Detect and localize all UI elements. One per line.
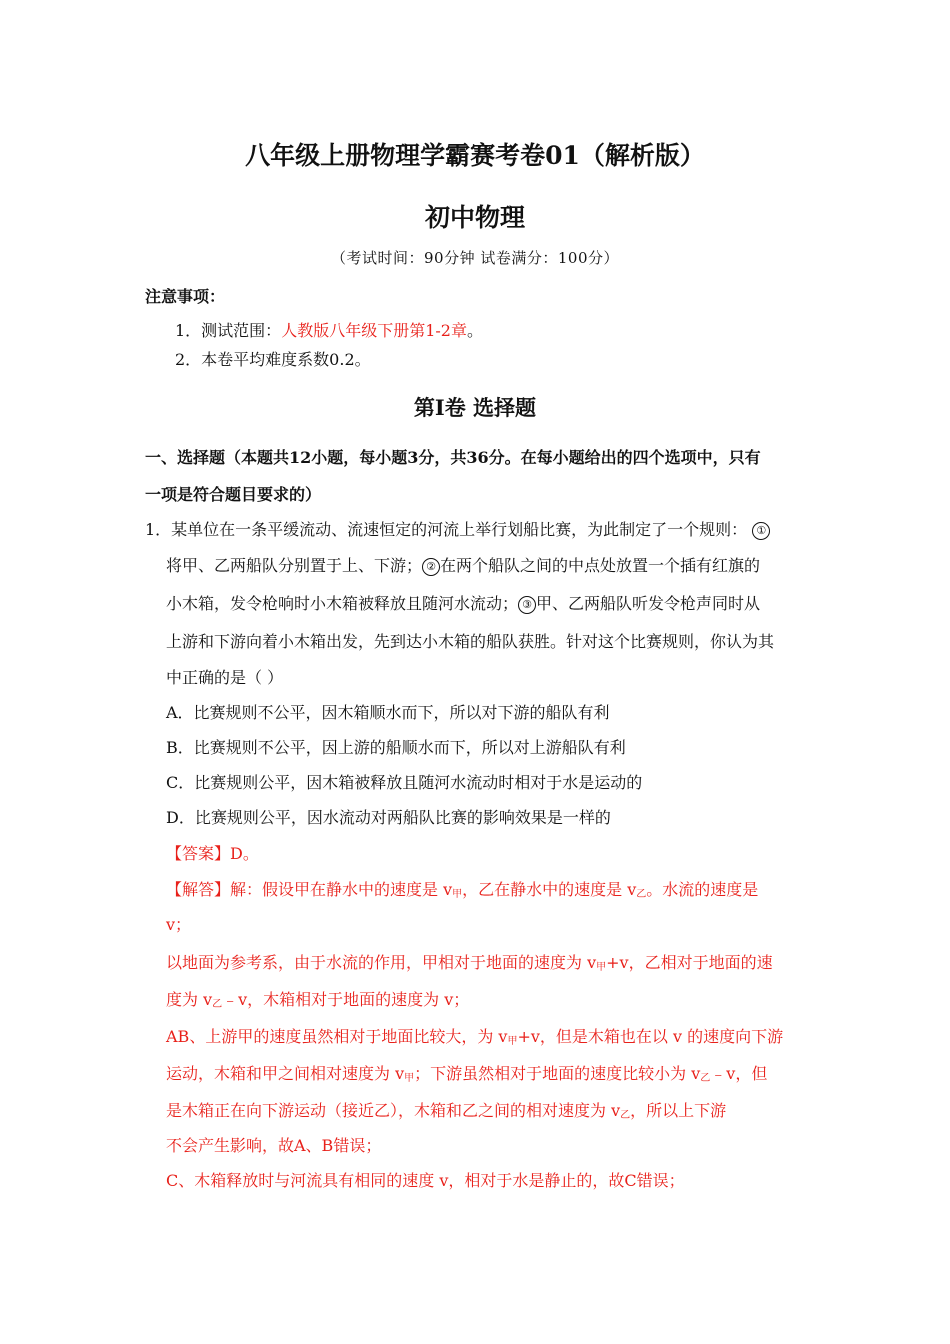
analysis-line-5: AB、上游甲的速度虽然相对于地面比较大，为 $v_甲+v$，但是木箱也在以 v 的速度向下游 [166, 1027, 784, 1047]
analysis-line-4: 度为 $v_乙﹣v$，木箱相对于地面的速度为 v； [166, 990, 470, 1010]
analysis-line-9: C、木箱释放时与河流具有相同的速度 v，相对于水是静止的，故C错误； [166, 1171, 685, 1190]
circled-number-2: ② [422, 558, 440, 576]
analysis-line-8: 不会产生影响，故A、B错误； [166, 1136, 382, 1155]
circled-number-3: ③ [518, 596, 536, 614]
analysis-line-7: 是木箱正在向下游运动（接近乙），木箱和乙之间的相对速度为 $v_乙$，所以上下游 [166, 1101, 727, 1121]
question-1-line-4: 上游和下游向着小木箱出发，先到达小木箱的船队获胜。针对这个比赛规则，你认为其 [166, 632, 775, 651]
question-1-text-1: 1．某单位在一条平缓流动、流速恒定的河流上举行划船比赛，为此制定了一个规则： [145, 520, 748, 539]
notice-item-2: 2．本卷平均难度系数0.2。 [175, 350, 371, 369]
question-1-line-2 [166, 553, 760, 576]
option-c: C．比赛规则公平，因木箱被释放且随河水流动时相对于水是运动的 [166, 773, 643, 792]
part-heading-line-2: 一项是符合题目要求的） [145, 485, 322, 504]
question-1-line-1 [145, 517, 770, 540]
question-1-text-3a: 小木箱，发令枪响时小木箱被释放且随河水流动； [166, 594, 519, 613]
option-d: D．比赛规则公平，因水流动对两船队比赛的影响效果是一样的 [166, 808, 611, 827]
analysis-line-2: v； [166, 915, 192, 934]
subject-heading: 初中物理 [424, 203, 525, 232]
notice-item-1-scope: 人教版八年级下册第1-2章 [281, 321, 467, 340]
option-a: A．比赛规则不公平，因木箱顺水而下，所以对下游的船队有利 [166, 703, 610, 722]
analysis-line-1: 【解答】解：假设甲在静水中的速度是 $v_甲$，乙在静水中的速度是 $v_乙$。水流的速度是 [166, 880, 759, 900]
question-1-text-2b: 在两个船队之间的中点处放置一个插有红旗的 [440, 556, 761, 575]
page-title: 八年级上册物理学霸赛考卷01（解析版） [245, 141, 705, 170]
answer-line: 【答案】D。 [166, 844, 259, 863]
part-heading-line-1: 一、选择题（本题共12小题，每小题3分，共36分。在每小题给出的四个选项中，只有 [145, 448, 761, 467]
exam-timing: （考试时间：90分钟 试卷满分：100分） [331, 249, 619, 267]
circled-number-1: ① [752, 522, 770, 540]
notice-item-1-suffix: 。 [466, 321, 483, 340]
section-title: 第Ⅰ卷 选择题 [413, 395, 537, 420]
question-1-text-2a: 将甲、乙两船队分别置于上、下游； [166, 556, 423, 575]
question-1-line-5: 中正确的是（ ） [166, 668, 284, 687]
analysis-line-3: 以地面为参考系，由于水流的作用，甲相对于地面的速度为 $v_甲+v$，乙相对于地面的速 [166, 953, 773, 973]
option-b: B．比赛规则不公平，因上游的船顺水而下，所以对上游船队有利 [166, 738, 626, 757]
notice-item-1 [175, 318, 483, 341]
notice-item-1-prefix: 1．测试范围： [175, 321, 282, 340]
question-1-text-3b: 甲、乙两船队听发令枪声同时从 [536, 594, 761, 613]
notice-heading: 注意事项： [145, 287, 226, 306]
question-1-line-3 [166, 591, 760, 614]
analysis-line-6: 运动，木箱和甲之间相对速度为 $v_甲$；下游虽然相对于地面的速度比较小为 $v_乙﹣v$，但 [166, 1064, 768, 1084]
